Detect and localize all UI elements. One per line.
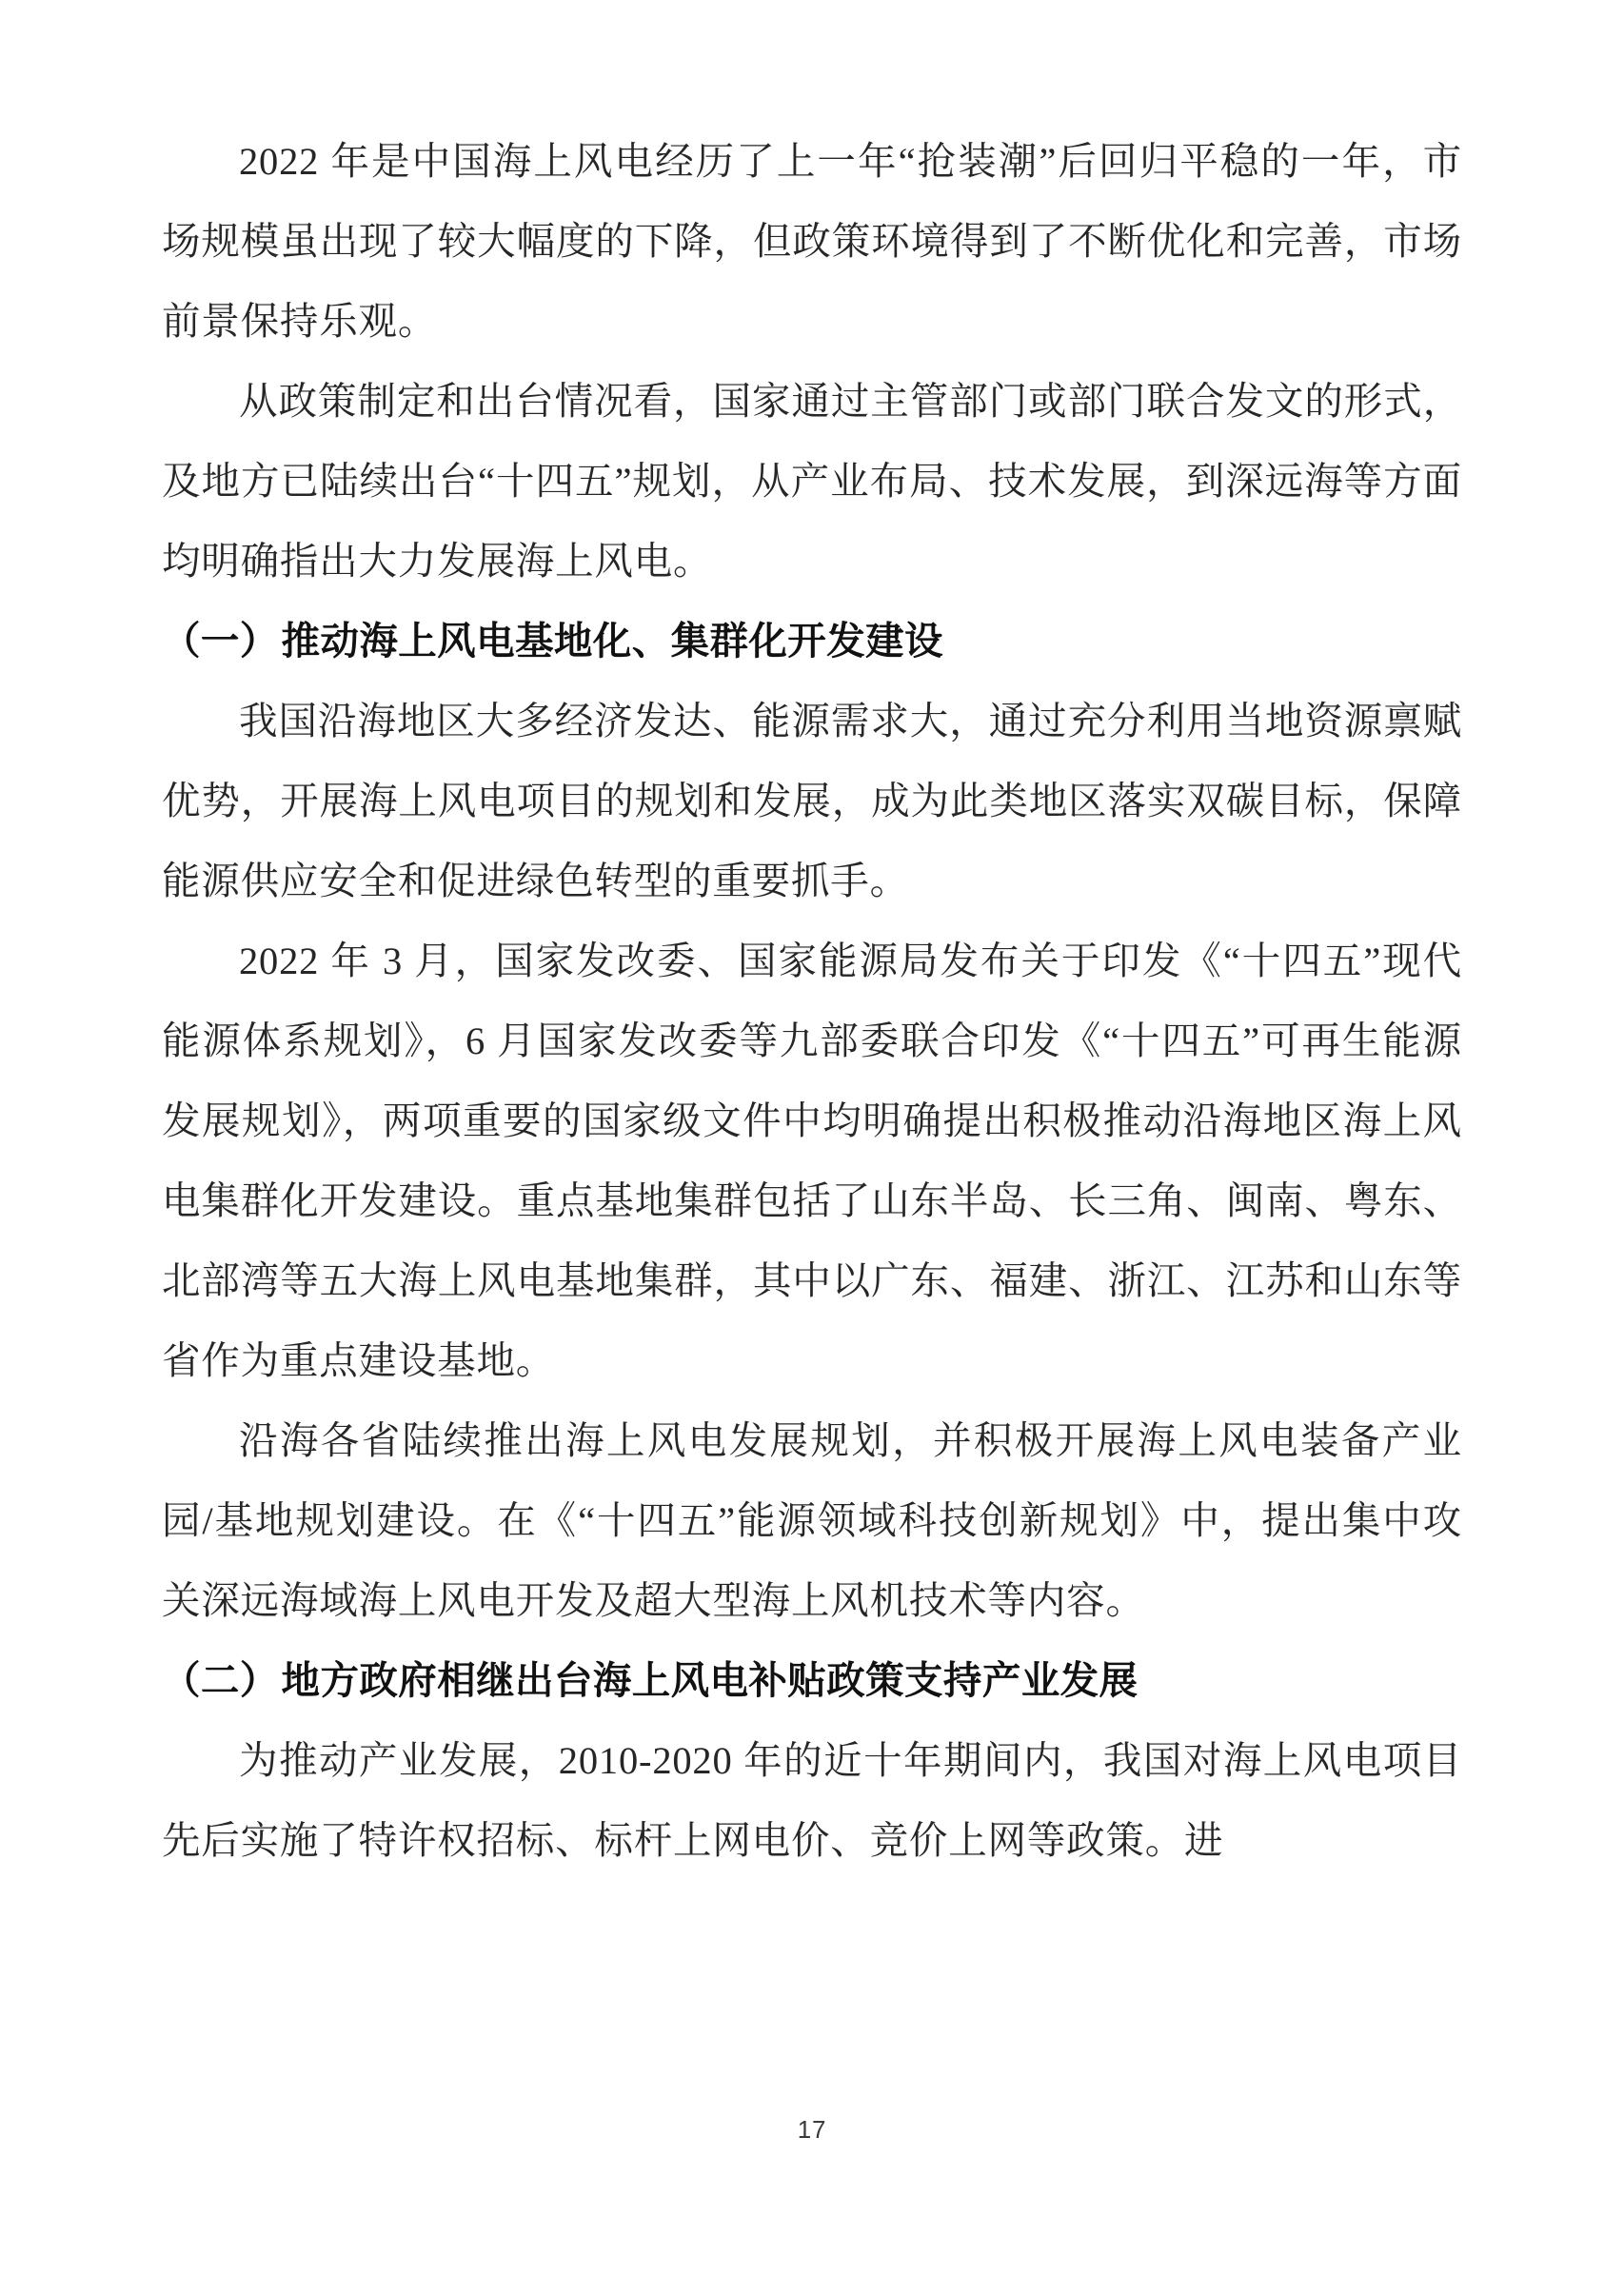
page-footer [0, 2115, 1624, 2145]
section-heading-1-number: （一） [162, 620, 279, 663]
paragraph-1: 2022 年是中国海上风电经历了上一年“抢装潮”后回归平稳的一年，市场规模虽出现了较大幅度的下降，但政策环境得到了不断优化和完善，市场前景保持乐观。 [162, 140, 1462, 343]
section-heading-1-title: 推动海上风电基地化、集群化开发建设 [281, 620, 943, 663]
section-heading-2-number: （二） [162, 1659, 279, 1702]
paragraph-6: 为推动产业发展，2010-2020 年的近十年期间内，我国对海上风电项目先后实施了特许权招标、标杆上网电价、竞价上网等政策。进 [162, 1739, 1462, 1862]
section-heading-1 [162, 602, 1462, 682]
paragraph-5: 沿海各省陆续推出海上风电发展规划，并积极开展海上风电装备产业园/基地规划建设。在《“十四五”能源领域科技创新规划》中，提出集中攻关深远海域海上风电开发及超大型海上风机技术等内容。 [162, 1419, 1462, 1622]
page-number: 17 [797, 2115, 827, 2144]
section-heading-2-title: 地方政府相继出台海上风电补贴政策支持产业发展 [281, 1659, 1139, 1702]
paragraph-2: 从政策制定和出台情况看，国家通过主管部门或部门联合发文的形式，及地方已陆续出台“十四五”规划，从产业布局、技术发展，到深远海等方面均明确指出大力发展海上风电。 [162, 380, 1462, 583]
paragraph-3: 我国沿海地区大多经济发达、能源需求大，通过充分利用当地资源禀赋优势，开展海上风电项目的规划和发展，成为此类地区落实双碳目标，保障能源供应安全和促进绿色转型的重要抓手。 [162, 700, 1462, 902]
paragraph-4: 2022 年 3 月，国家发改委、国家能源局发布关于印发《“十四五”现代能源体系规划》，6 月国家发改委等九部委联合印发《“十四五”可再生能源发展规划》，两项重要的国家级文件中均明确提出积极推动沿海地区海上风电集群化开发建设。重点基地集群包括了山东半岛、长三角、闽南、粤东、北部湾等五大海上风电基地集群，其中以广东、福建、浙江、江苏和山东等省作为重点建设基地。 [162, 940, 1462, 1382]
section-heading-2 [162, 1641, 1462, 1721]
page-content [162, 122, 1462, 1881]
